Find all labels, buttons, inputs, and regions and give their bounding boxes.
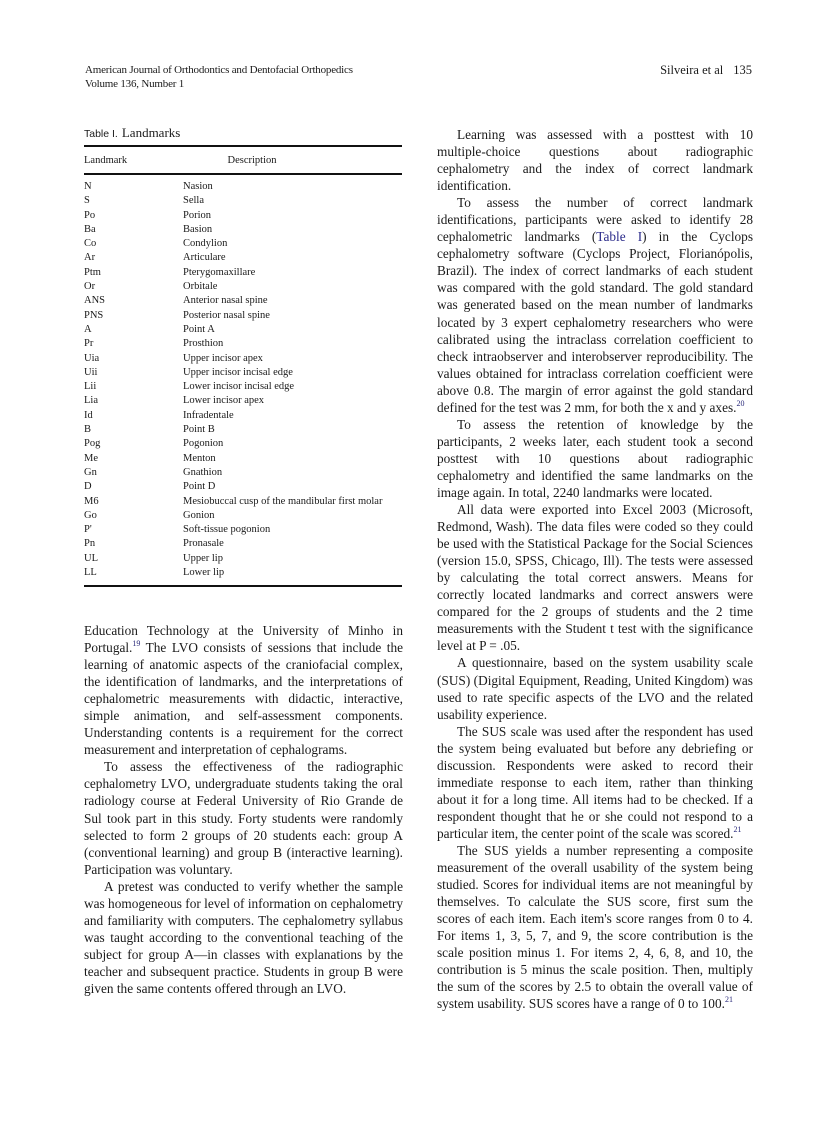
table-row: [84, 423, 402, 437]
table-row: [84, 352, 402, 366]
landmark-abbreviation: Pn: [84, 538, 96, 550]
reference-link[interactable]: 21: [733, 824, 742, 834]
landmark-description: Condylion: [183, 238, 228, 250]
table-row: [84, 394, 402, 408]
landmark-abbreviation: Lia: [84, 395, 98, 407]
table-row: [84, 495, 402, 509]
landmark-abbreviation: N: [84, 181, 92, 192]
right-text-column: [437, 126, 753, 1012]
landmark-abbreviation: ANS: [84, 295, 106, 307]
table-title: Landmarks: [121, 125, 181, 140]
reference-link[interactable]: 20: [736, 398, 745, 408]
table-row: [84, 266, 402, 280]
reference-link[interactable]: 21: [724, 995, 733, 1005]
landmark-abbreviation: Pog: [84, 438, 101, 450]
landmark-description: Gonion: [183, 509, 215, 521]
landmark-abbreviation: Or: [84, 281, 96, 293]
table-row: [84, 552, 402, 566]
running-head-right: [660, 63, 752, 77]
landmark-abbreviation: Uia: [84, 352, 100, 364]
landmark-abbreviation: UL: [84, 552, 98, 564]
landmark-abbreviation: Co: [84, 238, 97, 250]
paragraph: To assess the retention of knowledge by the participants, 2 weeks later, each student took a second posttest with 10 questions about radiographic cephalometry and identified the same landmarks on the image again. In total, 2240 landmarks were located.: [437, 416, 753, 500]
landmark-abbreviation: S: [84, 195, 90, 207]
paragraph: The SUS yields a number representing a composite measurement of the overall usability of the system being studied. Scores for individual items are not meaningful by themselves. To calculate the SUS score, first sum the scores of each item. Each item's score ranges from 0 to 4. For items 1, 3, 5, 7, and 9, the score contribution is the scale position minus 1. For items 2, 4, 6, 8, and 10, the contribution is 5 minus the scale position. Then, multiply the sum of the scores by 2.5 to obtain the overall value of system usability. SUS scores have a range of 0 to 100.21: [437, 842, 753, 1012]
landmark-description: Articulare: [183, 252, 226, 264]
paragraph: Education Technology at the University of Minho in Portugal.$^{19}$ The LVO consists of sessions that include the learning of anatomic aspects of the craniofacial complex, the identification of landmarks, and the interpretations of cephalometric measurements with didactic, interactive, simple animation, and self-assessment components. Understanding contents is a requirement for the correct measurement and interpretation of cephalograms.: [84, 623, 403, 758]
landmark-description: Menton: [183, 452, 216, 464]
table-row: [84, 180, 402, 194]
landmark-description: Posterior nasal spine: [183, 309, 270, 321]
landmark-description: Soft-tissue pogonion: [183, 524, 271, 536]
table-header-rule: [84, 173, 402, 175]
table-row: [84, 309, 402, 323]
landmark-description: Lower incisor incisal edge: [183, 381, 295, 393]
journal-volume: Volume 136, Number 1: [85, 78, 185, 90]
landmark-description: Porion: [183, 209, 212, 221]
landmark-description: Pronasale: [183, 538, 224, 550]
landmark-abbreviation: B: [84, 424, 92, 436]
table-row: [84, 480, 402, 494]
landmark-description: Point D: [183, 481, 216, 493]
paragraph: Learning was assessed with a posttest with 10 multiple-choice questions about radiographic cephalometry and the index of correct landmark identification.: [437, 127, 753, 194]
landmark-abbreviation: D: [84, 481, 92, 493]
landmark-abbreviation: P': [84, 524, 92, 536]
table-row: [84, 337, 402, 351]
reference-link[interactable]: 19: [132, 639, 141, 649]
table-bottom-rule: [84, 585, 402, 587]
column-header-description: Description: [227, 154, 277, 166]
table-row: [84, 437, 402, 451]
table-row: [84, 366, 402, 380]
landmark-abbreviation: M6: [84, 495, 99, 507]
table-row: [84, 466, 402, 480]
landmark-description: Orbitale: [183, 281, 218, 293]
landmark-abbreviation: PNS: [84, 309, 104, 321]
paragraph: To assess the number of correct landmark identifications, participants were asked to identify 28 cephalometric landmarks (Table I) in the Cyclops cephalometry software (Cyclops Project, Florianópolis, Brazil). The index of correct landmarks of each student was compared with the gold standard. The gold standard was generated based on the mean number of landmarks located by 3 expert cephalometry researchers who were calibrated using the intraclass correlation coefficient to check intraobserver and interobserver reproducibility. The values obtained for intraclass correlation coefficient were above 0.8. The margin of error against the gold standard defined for the test was 2 mm, for both the x and y axes.$^{20}$: [437, 195, 754, 415]
paragraph: All data were exported into Excel 2003 (Microsoft, Redmond, Wash). The data files were coded so they could be used with the Statistical Package for the Social Sciences (version 15.0, SPSS, Chicago, Ill). The tests were assessed by calculating the total correct answers. Means for correctly located landmarks and correct answers were compared for the 2 groups of students and the 2 time measurements with the Student t test with the significance level at P = .05.: [437, 502, 753, 654]
landmark-description: Basion: [183, 223, 213, 235]
table-row: [84, 380, 402, 394]
landmark-abbreviation: A: [84, 323, 92, 335]
running-head-left: [85, 63, 353, 91]
landmark-description: Anterior nasal spine: [183, 295, 268, 307]
landmark-description: Pogonion: [183, 438, 224, 450]
table-body: [84, 180, 402, 580]
landmark-description: Upper lip: [183, 552, 223, 564]
landmark-description: Gnathion: [183, 466, 223, 478]
landmark-description: Nasion: [183, 181, 213, 192]
landmarks-table: [84, 125, 402, 587]
paragraph: A pretest was conducted to verify whether the sample was homogeneous for level of information on cephalometry and familiarity with computers. The cephalometry syllabus was taught according to the conventional teaching of the subject for group A—in classes with explanations by the teacher and subsequent practice. Students in group B were given the same contents offered through an LVO.: [84, 878, 403, 996]
table-row: [84, 209, 402, 223]
landmark-description: Lower lip: [183, 567, 225, 579]
landmark-description: Lower incisor apex: [183, 395, 265, 407]
table-label: Table I.: [84, 128, 118, 140]
landmark-abbreviation: Gn: [84, 466, 97, 478]
landmark-description: Point A: [183, 323, 215, 335]
landmark-abbreviation: Ar: [84, 252, 96, 264]
landmark-abbreviation: Pr: [84, 338, 94, 350]
column-header-landmark: Landmark: [84, 154, 128, 166]
table-row: [84, 523, 402, 537]
landmark-abbreviation: Id: [84, 409, 93, 421]
table-row: [84, 323, 402, 337]
table-row: [84, 237, 402, 251]
paragraph: To assess the effectiveness of the radiographic cephalometry LVO, undergraduate students taking the oral radiology course at Federal University of Rio Grande de Sul took part in this study. Forty students were randomly selected to form 2 groups of 20 students each: group A (conventional learning) and group B (interactive learning). Participation was voluntary.: [84, 759, 403, 877]
page-number: 135: [733, 63, 752, 77]
left-text-column: [84, 622, 403, 997]
table-row: [84, 509, 402, 523]
landmark-description: Sella: [183, 195, 204, 207]
landmark-description: Upper incisor incisal edge: [183, 366, 293, 378]
table-header-row: [84, 147, 402, 173]
landmark-abbreviation: Lii: [84, 381, 97, 393]
table-row: [84, 294, 402, 308]
table-row: [84, 280, 402, 294]
table-row: [84, 194, 402, 208]
journal-name: American Journal of Orthodontics and Dentofacial Orthopedics: [85, 64, 353, 76]
author-names: Silveira et al: [660, 63, 724, 77]
landmark-description: Prosthion: [183, 338, 224, 350]
landmark-abbreviation: Ptm: [84, 266, 101, 278]
landmark-abbreviation: Me: [84, 452, 98, 464]
table-row: [84, 251, 402, 265]
landmark-abbreviation: Go: [84, 509, 97, 521]
paragraph: The SUS scale was used after the respondent has used the system being evaluated but before any debriefing or discussion. Respondents were asked to record their immediate response to each item, rather than thinking about it for a long time. All items had to be checked. If a respondent thought that he or she could not respond to a particular item, the center point of the scale was scored.$^{21}$: [437, 723, 753, 841]
table-row: [84, 409, 402, 423]
landmark-abbreviation: Po: [84, 209, 96, 221]
table-row: [84, 566, 402, 580]
landmark-abbreviation: Uii: [84, 366, 98, 378]
landmark-description: Mesiobuccal cusp of the mandibular first molar: [183, 495, 383, 507]
paragraph: A questionnaire, based on the system usability scale (SUS) (Digital Equipment, Reading, United Kingdom) was used to rate specific aspects of the LVO and the related usability experience.: [437, 655, 753, 722]
table-caption: [84, 125, 402, 142]
table-row: [84, 223, 402, 237]
landmark-abbreviation: Ba: [84, 223, 96, 235]
landmark-abbreviation: LL: [84, 567, 97, 579]
table-row: [84, 452, 402, 466]
table-row: [84, 537, 402, 551]
landmark-description: Upper incisor apex: [183, 352, 263, 364]
landmark-description: Pterygomaxillare: [183, 266, 256, 278]
landmark-description: Point B: [183, 424, 215, 436]
table-reference-link[interactable]: Table I: [596, 229, 643, 245]
landmark-description: Infradentale: [183, 409, 234, 421]
